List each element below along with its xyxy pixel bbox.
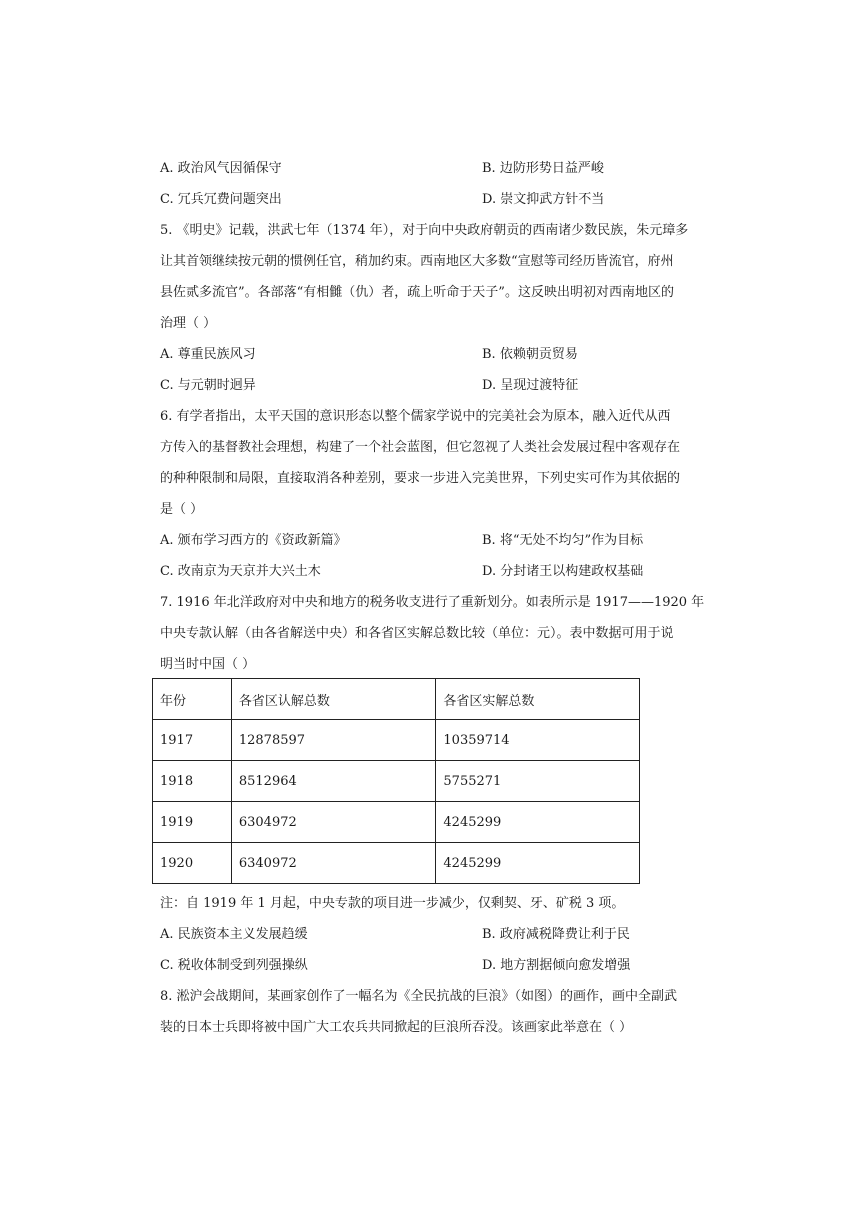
table-row xyxy=(153,761,640,802)
q7-data-table xyxy=(152,678,640,884)
table-row xyxy=(153,802,640,843)
q5-option-a: A. 尊重民族风习 xyxy=(160,347,256,362)
cell-pledged: 8512964 xyxy=(231,761,436,802)
q7-table-note: 注：自 1919 年 1 月起，中央专款的项目进一步减少，仅剩契、牙、矿税 3 项。 xyxy=(160,896,625,911)
q6-option-b: B. 将“无处不均匀”作为目标 xyxy=(482,533,644,548)
cell-pledged: 6304972 xyxy=(231,802,436,843)
q7-option-c: C. 税收体制受到列强操纵 xyxy=(160,958,308,973)
cell-year: 1917 xyxy=(153,720,232,761)
q4-option-d: D. 崇文抑武方针不当 xyxy=(482,192,605,207)
cell-year: 1919 xyxy=(153,802,232,843)
q7-stem-line-2: 中央专款认解（由各省解送中央）和各省区实解总数比较（单位：元）。表中数据可用于说 xyxy=(160,626,674,641)
cell-actual: 4245299 xyxy=(436,843,640,884)
q5-option-c: C. 与元朝时迥异 xyxy=(160,378,256,393)
header-pledged-total: 各省区认解总数 xyxy=(231,679,436,720)
table-row xyxy=(153,843,640,884)
q7-stem-line-1: 7. 1916 年北洋政府对中央和地方的税务收支进行了重新划分。如表所示是 1917——1920 年 xyxy=(160,595,705,610)
q5-option-d: D. 呈现过渡特征 xyxy=(482,378,579,393)
q6-stem-line-2: 方传入的基督教社会理想，构建了一个社会蓝图，但它忽视了人类社会发展过程中客观存在 xyxy=(160,440,681,455)
cell-actual: 5755271 xyxy=(436,761,640,802)
q5-stem-line-2: 让其首领继续按元朝的惯例任官，稍加约束。西南地区大多数“宣慰等司经历皆流官，府州 xyxy=(160,254,674,269)
q5-stem-line-3: 县佐贰多流官”。各部落“有相雠（仇）者，疏上听命于天子”。这反映出明初对西南地区的 xyxy=(160,285,674,300)
q4-option-a: A. 政治风气因循保守 xyxy=(160,161,282,176)
q7-option-b: B. 政府减税降费让利于民 xyxy=(482,927,630,942)
q5-stem-line-1: 5. 《明史》记载，洪武七年（1374 年），对于向中央政府朝贡的西南诸少数民族，朱元璋多 xyxy=(160,223,689,238)
q7-option-a: A. 民族资本主义发展趋缓 xyxy=(160,927,308,942)
header-year: 年份 xyxy=(153,679,232,720)
q6-option-c: C. 改南京为天京并大兴土木 xyxy=(160,564,321,579)
q8-stem-line-1: 8. 淞沪会战期间，某画家创作了一幅名为《全民抗战的巨浪》（如图）的画作，画中全副武 xyxy=(160,989,678,1004)
cell-pledged: 12878597 xyxy=(231,720,436,761)
q6-stem-line-3: 的种种限制和局限，直接取消各种差别，要求一步进入完美世界，下列史实可作为其依据的 xyxy=(160,471,681,486)
cell-actual: 10359714 xyxy=(436,720,640,761)
q5-option-b: B. 依赖朝贡贸易 xyxy=(482,347,578,362)
q6-option-a: A. 颁布学习西方的《资政新篇》 xyxy=(160,533,347,548)
q5-stem-line-4: 治理（ ） xyxy=(160,316,217,331)
table-header-row xyxy=(153,679,640,720)
q6-stem-line-4: 是（ ） xyxy=(160,502,204,517)
cell-actual: 4245299 xyxy=(436,802,640,843)
cell-year: 1918 xyxy=(153,761,232,802)
table-row xyxy=(153,720,640,761)
cell-pledged: 6340972 xyxy=(231,843,436,884)
q4-option-c: C. 冗兵冗费问题突出 xyxy=(160,192,282,207)
q4-option-b: B. 边防形势日益严峻 xyxy=(482,161,604,176)
q8-stem-line-2: 装的日本士兵即将被中国广大工农兵共同掀起的巨浪所吞没。该画家此举意在（ ） xyxy=(160,1020,633,1035)
q7-option-d: D. 地方割据倾向愈发增强 xyxy=(482,958,631,973)
q7-stem-line-3: 明当时中国（ ） xyxy=(160,657,256,672)
q6-option-d: D. 分封诸王以构建政权基础 xyxy=(482,564,644,579)
cell-year: 1920 xyxy=(153,843,232,884)
q6-stem-line-1: 6. 有学者指出，太平天国的意识形态以整个儒家学说中的完美社会为原本，融入近代从西 xyxy=(160,409,671,424)
header-actual-total: 各省区实解总数 xyxy=(436,679,640,720)
